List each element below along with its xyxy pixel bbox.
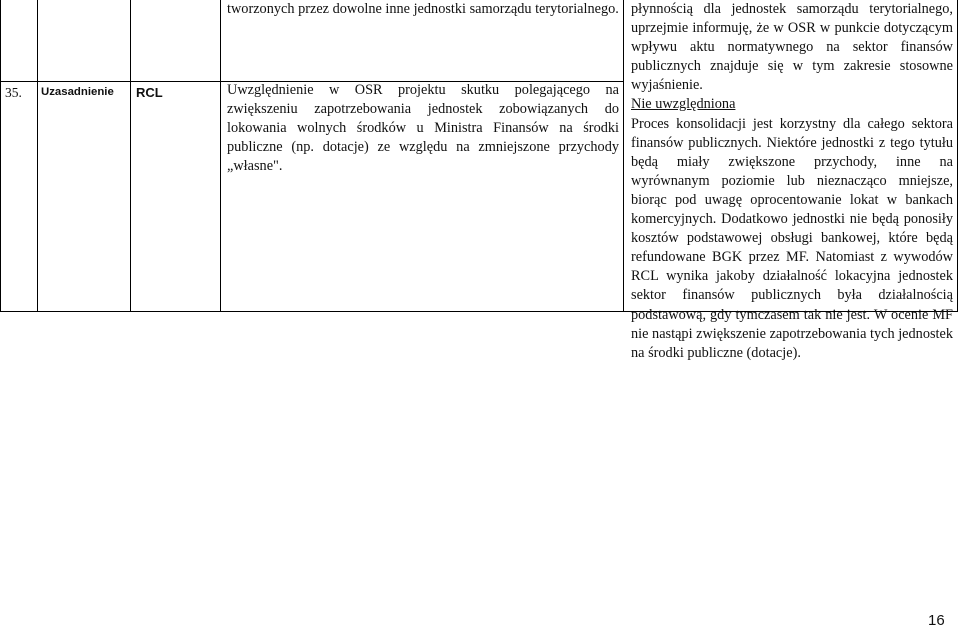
response-column — [631, 0, 953, 363]
row-type: Uzasadnienie — [41, 86, 114, 98]
column-divider — [220, 0, 221, 311]
row-response: Proces konsolidacji jest korzystny dla całego sektora finansów publicznych. Niektóre jednostki z tego tytułu będą miały zwiększone przychody, inne na wyrównanym poziomie lub nieznacząco mniejsze, biorąc pod uwagę oprocentowanie lokat w bankach komercyjnych. Dodatkowo jednostki nie będą ponosiły kosztów podstawowej obsługi bankowej, które będą refundowane BGK przez MF. Natomiast z wywodów RCL wynika jakoby działalność lokacyjna jednostek sektor finansów publicznych była działalnością podstawową, gdy tymczasem tak nie jest. W ocenie MF nie nastąpi zwiększenie zapotrzebowania tych jednostek na środki publiczne (dotacje). — [631, 115, 953, 361]
row-author: RCL — [136, 85, 163, 100]
status-label: Nie uwzględniona — [631, 96, 736, 113]
previous-response-continuation: płynnością dla jednostek samorządu terytorialnego, uprzejmie informuję, że w OSR w punkcie dotyczącym wpływu aktu normatywnego na sektor finansów publicznych znajduje się w tym zakresie stosowne wyjaśnienie. — [631, 1, 953, 94]
column-divider — [623, 0, 624, 311]
row-remark: Uwzględnienie w OSR projektu skutku polegającego na zwiększeniu zapotrzebowania jednostek zobowiązanych do lokowania wolnych środków u Ministra Finansów na środki publiczne (np. dotacje) ze względu na zmniejszone przychody „własne". — [227, 82, 619, 175]
column-divider — [130, 0, 131, 311]
column-divider — [37, 0, 38, 311]
previous-remark-continuation: tworzonych przez dowolne inne jednostki samorządu terytorialnego. — [227, 1, 619, 17]
page-number: 16 — [928, 612, 945, 629]
row-number: 35. — [5, 85, 22, 100]
